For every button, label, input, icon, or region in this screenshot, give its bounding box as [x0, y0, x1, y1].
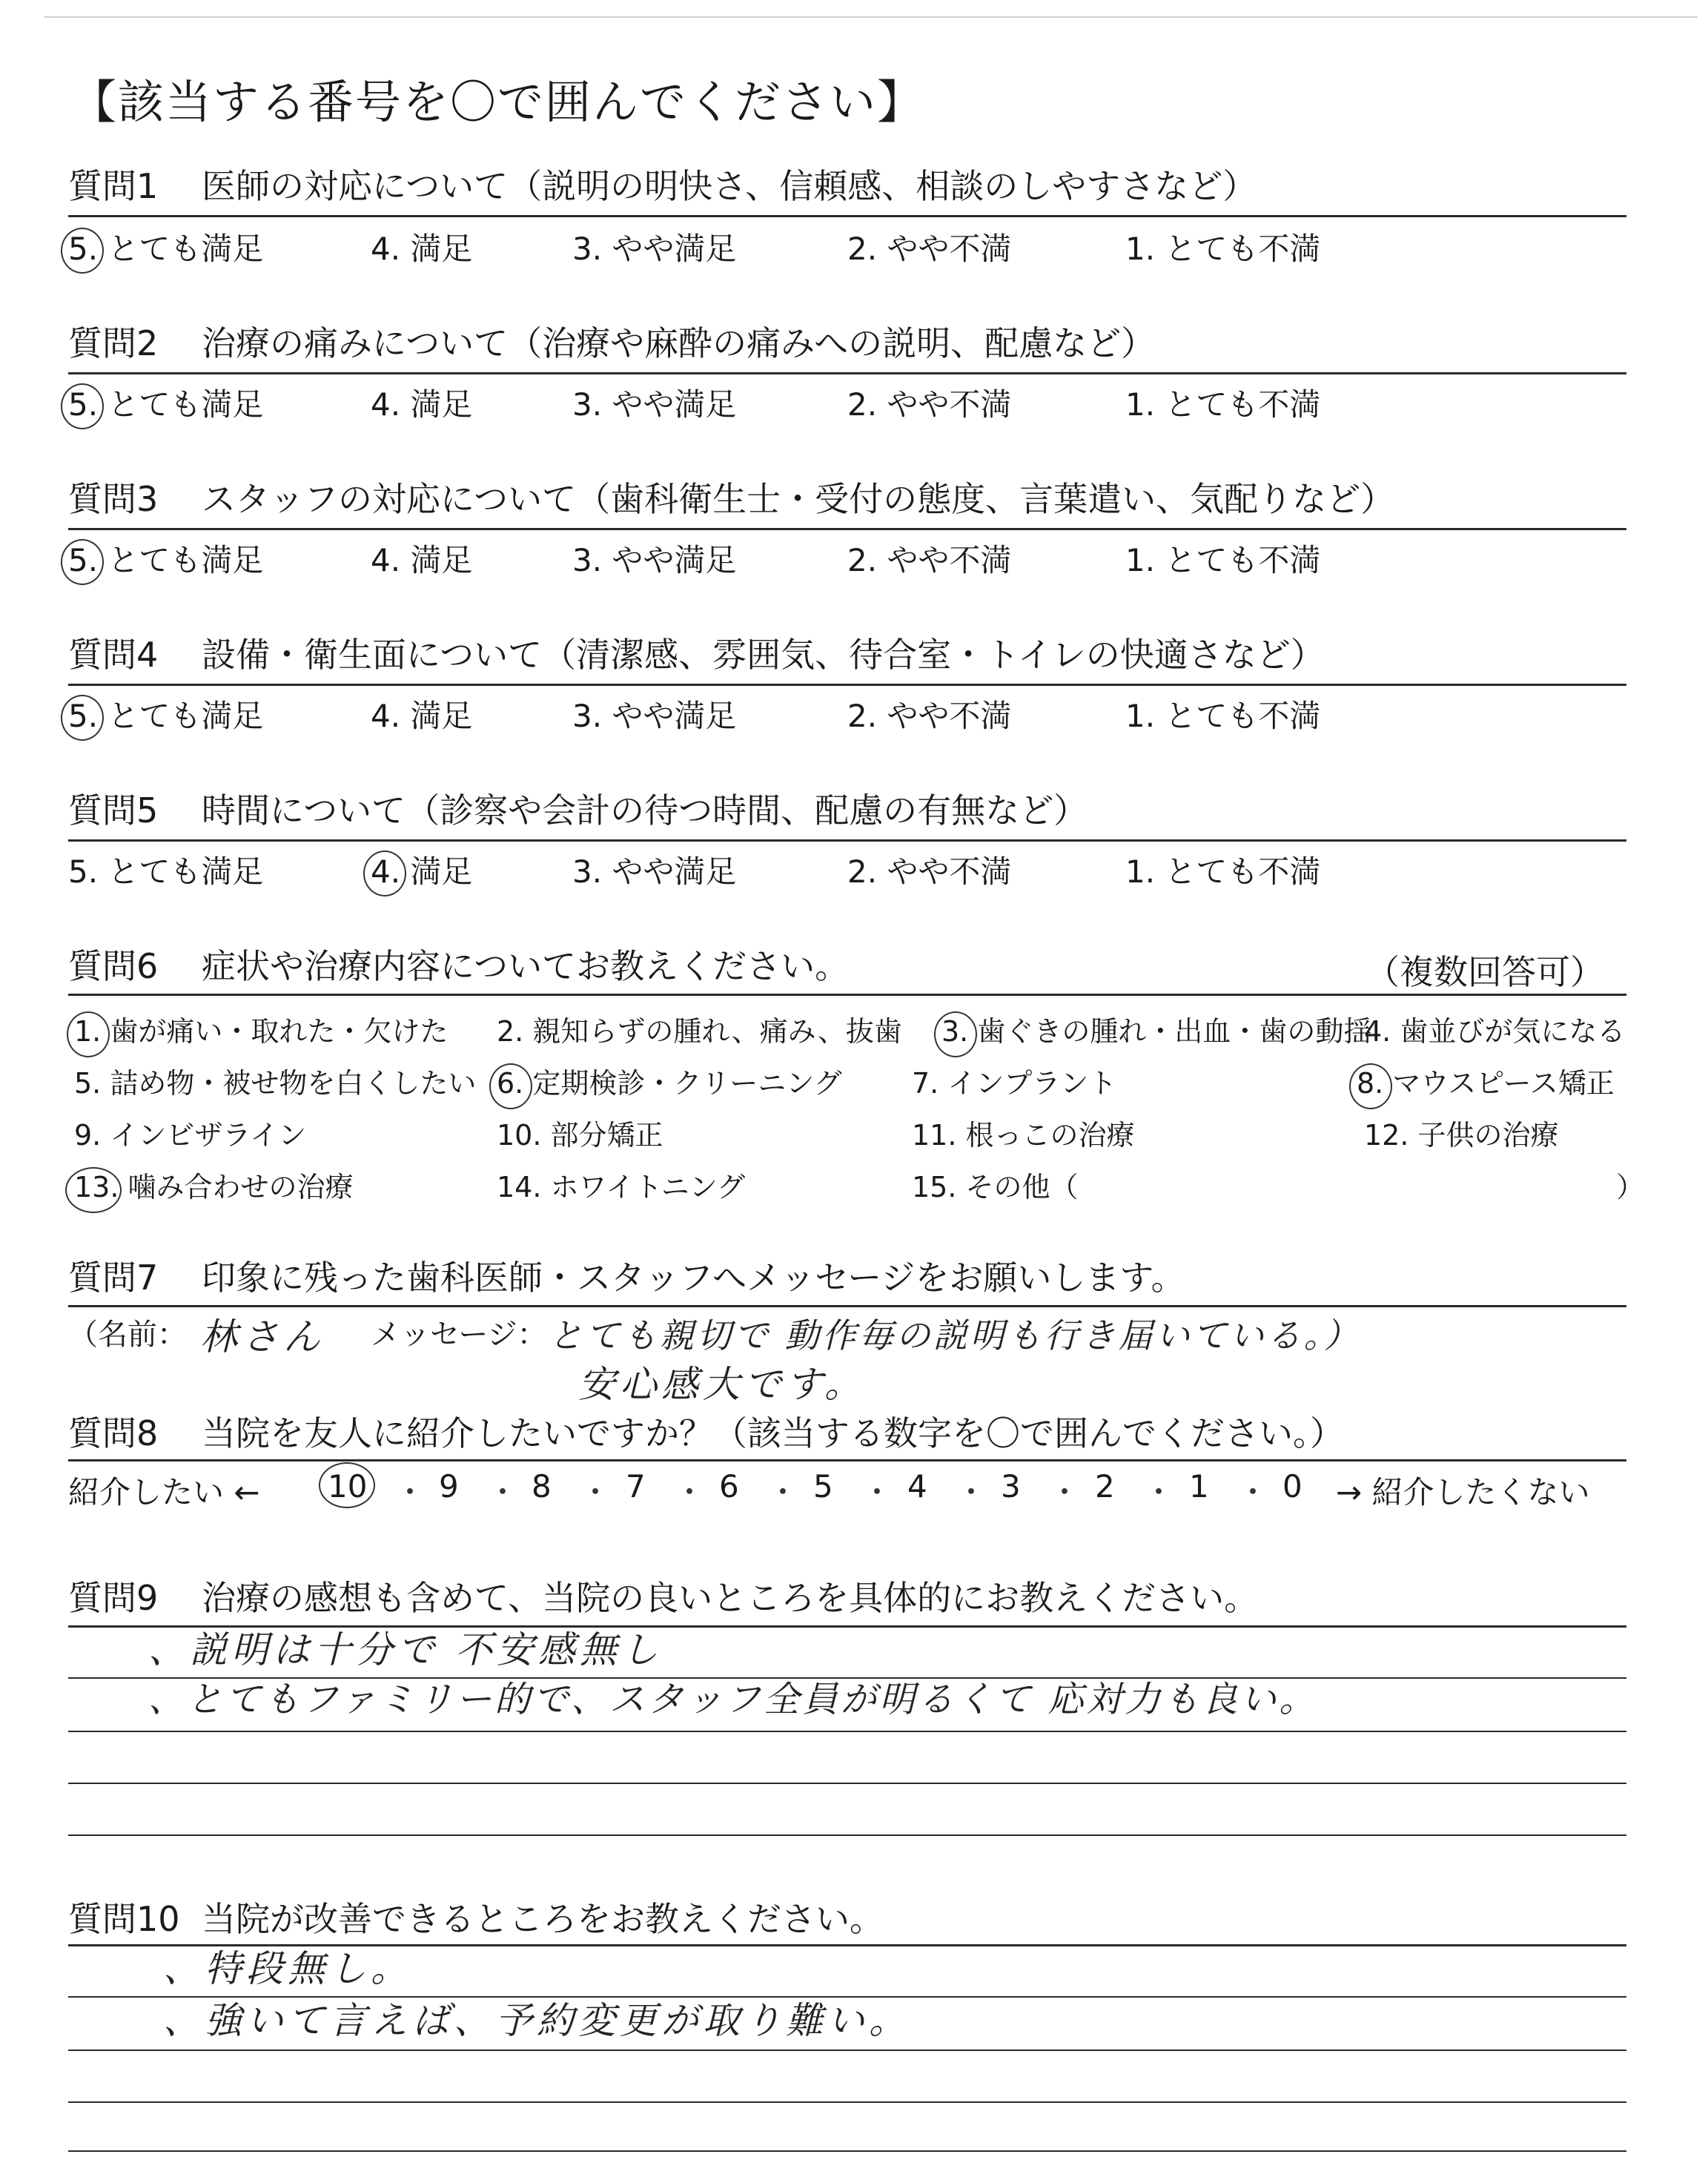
q5-title — [68, 790, 1088, 830]
q6-item-4[interactable]: 4. 歯並びが気になる — [1364, 1015, 1626, 1048]
q7-title — [68, 1258, 1185, 1298]
q1-option-4[interactable]: 4. 満足 — [371, 231, 473, 267]
q7-number: 質問7 — [68, 1258, 159, 1298]
q8-dot: ・ — [956, 1474, 987, 1510]
q8-dot: ・ — [861, 1474, 893, 1510]
q6-number: 質問6 — [68, 946, 159, 986]
q7-message-line2[interactable]: 安心感大です。 — [578, 1363, 866, 1406]
q3-option-3[interactable]: 3. やや満足 — [572, 542, 737, 578]
q6-item-9[interactable]: 9. インビザライン — [74, 1119, 307, 1152]
q6-title — [68, 946, 850, 986]
q3-option-1[interactable]: 1. とても不満 — [1125, 542, 1321, 578]
q6-item-5[interactable]: 5. 詰め物・被せ物を白くしたい — [74, 1067, 477, 1100]
q6-item-7[interactable]: 7. インプラント — [912, 1067, 1117, 1100]
q2-number: 質問2 — [68, 323, 159, 363]
q10-title — [68, 1899, 884, 1939]
q7-name-label: （名前： — [68, 1318, 187, 1352]
q8-number: 質問8 — [68, 1413, 159, 1453]
q10-line — [68, 2050, 1626, 2051]
q1-rule — [68, 215, 1626, 217]
q9-line — [68, 1783, 1626, 1784]
q8-title — [68, 1413, 1344, 1453]
q8-scale-0[interactable]: 0 — [1282, 1468, 1302, 1505]
q10-answer-1[interactable]: 、特段無し。 — [163, 1947, 412, 1990]
q2-title — [68, 323, 1156, 363]
q8-dot: ・ — [394, 1474, 426, 1510]
q5-option-4[interactable]: 4. 満足 — [371, 853, 473, 890]
q6-multiple-note: （複数回答可） — [1366, 952, 1604, 992]
q8-dot: ・ — [767, 1474, 799, 1510]
q5-number: 質問5 — [68, 790, 159, 830]
q4-option-3[interactable]: 3. やや満足 — [572, 698, 737, 734]
q9-line — [68, 1731, 1626, 1732]
q6-text: 症状や治療内容についてお教えください。 — [202, 946, 850, 986]
q8-scale-4[interactable]: 4 — [907, 1468, 927, 1505]
q1-text: 医師の対応について（説明の明快さ、信頼感、相談のしやすさなど） — [202, 166, 1257, 206]
q10-rule — [68, 1944, 1626, 1946]
q9-title — [68, 1578, 1259, 1618]
q5-options — [0, 853, 1708, 901]
q10-number: 質問10 — [68, 1899, 180, 1939]
q10-line — [68, 1996, 1626, 1998]
q7-name-value[interactable]: 林さん — [200, 1315, 325, 1358]
q6-item-12[interactable]: 12. 子供の治療 — [1364, 1119, 1559, 1152]
q10-answer-2[interactable]: 、強いて言えば、予約変更が取り難い。 — [163, 1999, 910, 2042]
q5-rule — [68, 839, 1626, 842]
q8-scale-9[interactable]: 9 — [439, 1468, 459, 1505]
q4-text: 設備・衛生面について（清潔感、雰囲気、待合室・トイレの快適さなど） — [202, 635, 1325, 675]
q4-option-4[interactable]: 4. 満足 — [371, 698, 473, 734]
q1-option-1[interactable]: 1. とても不満 — [1125, 231, 1321, 267]
q5-text: 時間について（診察や会計の待つ時間、配慮の有無など） — [202, 790, 1088, 830]
q8-dot: ・ — [674, 1474, 706, 1510]
q3-options — [0, 542, 1708, 589]
q3-text: スタッフの対応について（歯科衛生士・受付の態度、言葉遣い、気配りなど） — [202, 479, 1395, 519]
q4-rule — [68, 684, 1626, 686]
q8-scale-10[interactable]: 10 — [328, 1468, 368, 1505]
q6-item-13[interactable]: 13. 噛み合わせの治療 — [74, 1171, 354, 1203]
page-title: 【該当する番号を〇で囲んでください】 — [70, 75, 925, 129]
q8-dot: ・ — [1049, 1474, 1081, 1510]
q8-scale-3[interactable]: 3 — [1001, 1468, 1021, 1505]
q6-item-10[interactable]: 10. 部分矯正 — [497, 1119, 663, 1152]
q6-item-14[interactable]: 14. ホワイトニング — [497, 1171, 746, 1203]
q5-option-2[interactable]: 2. やや不満 — [847, 853, 1012, 890]
q10-line — [68, 2101, 1626, 2103]
q10-text: 当院が改善できるところをお教えください。 — [202, 1899, 884, 1939]
q1-option-3[interactable]: 3. やや満足 — [572, 231, 737, 267]
q2-option-4[interactable]: 4. 満足 — [371, 386, 473, 423]
q4-option-5[interactable]: 5. とても満足 — [68, 698, 264, 734]
q6-item-15-close: ） — [1616, 1171, 1645, 1203]
q5-option-5[interactable]: 5. とても満足 — [68, 853, 264, 890]
q8-scale-6[interactable]: 6 — [719, 1468, 739, 1505]
q8-scale-8[interactable]: 8 — [532, 1468, 552, 1505]
q9-text: 治療の感想も含めて、当院の良いところを具体的にお教えください。 — [202, 1578, 1259, 1618]
q8-scale — [68, 1468, 1640, 1513]
q6-item-11[interactable]: 11. 根っこの治療 — [912, 1119, 1135, 1152]
q3-option-2[interactable]: 2. やや不満 — [847, 542, 1012, 578]
q8-dot: ・ — [580, 1474, 612, 1510]
q5-option-3[interactable]: 3. やや満足 — [572, 853, 737, 890]
q4-option-1[interactable]: 1. とても不満 — [1125, 698, 1321, 734]
q8-rule — [68, 1459, 1626, 1462]
q8-scale-7[interactable]: 7 — [626, 1468, 646, 1505]
q10-line — [68, 2150, 1626, 2152]
q1-options — [0, 231, 1708, 278]
q2-option-5[interactable]: 5. とても満足 — [68, 386, 264, 423]
q9-answer-2[interactable]: 、とてもファミリー的で、スタッフ全員が明るくて 応対力も良い。 — [148, 1679, 1318, 1720]
q1-option-2[interactable]: 2. やや不満 — [847, 231, 1012, 267]
q9-rule — [68, 1625, 1626, 1628]
q4-option-2[interactable]: 2. やや不満 — [847, 698, 1012, 734]
q2-options — [0, 386, 1708, 434]
q2-text: 治療の痛みについて（治療や麻酔の痛みへの説明、配慮など） — [202, 323, 1156, 363]
top-divider — [44, 16, 1698, 18]
q6-item-6[interactable]: 6. 定期検診・クリーニング — [497, 1067, 842, 1100]
q3-rule — [68, 528, 1626, 530]
q8-text: 当院を友人に紹介したいですか？（該当する数字を〇で囲んでください。） — [202, 1413, 1344, 1453]
q6-item-15[interactable]: 15. その他（ — [912, 1171, 1079, 1203]
q3-title — [68, 479, 1395, 519]
q3-option-5[interactable]: 5. とても満足 — [68, 542, 264, 578]
q1-option-5[interactable]: 5. とても満足 — [68, 231, 264, 267]
q2-rule — [68, 372, 1626, 374]
q8-dot: ・ — [1237, 1474, 1269, 1510]
q2-option-3[interactable]: 3. やや満足 — [572, 386, 737, 423]
q8-dot: ・ — [487, 1474, 519, 1510]
q9-answer-1[interactable]: 、説明は十分で 不安感無し — [148, 1628, 663, 1671]
q7-rule — [68, 1305, 1626, 1307]
q6-item-2[interactable]: 2. 親知らずの腫れ、痛み、抜歯 — [497, 1015, 902, 1048]
q8-left-label: 紹介したい ← — [68, 1474, 260, 1510]
q7-message-label: メッセージ： — [371, 1318, 547, 1352]
q8-right-label: → 紹介したくない — [1336, 1474, 1590, 1510]
q4-number: 質問4 — [68, 635, 159, 675]
q9-line — [68, 1834, 1626, 1836]
q5-option-1[interactable]: 1. とても不満 — [1125, 853, 1321, 890]
q9-number: 質問9 — [68, 1578, 159, 1618]
q8-scale-1[interactable]: 1 — [1189, 1468, 1209, 1505]
q6-item-1[interactable]: 1. 歯が痛い・取れた・欠けた — [74, 1015, 448, 1048]
q4-options — [0, 698, 1708, 745]
q6-rule — [68, 994, 1626, 996]
q2-option-2[interactable]: 2. やや不満 — [847, 386, 1012, 423]
q1-number: 質問1 — [68, 166, 159, 206]
q1-title — [68, 166, 1257, 206]
q8-scale-2[interactable]: 2 — [1095, 1468, 1115, 1505]
q3-number: 質問3 — [68, 479, 159, 519]
q6-item-3[interactable]: 3. 歯ぐきの腫れ・出血・歯の動揺 — [941, 1015, 1372, 1048]
q4-title — [68, 635, 1325, 675]
q7-text: 印象に残った歯科医師・スタッフへメッセージをお願いします。 — [202, 1258, 1185, 1298]
q6-item-8[interactable]: 8. マウスピース矯正 — [1357, 1067, 1615, 1100]
q8-scale-5[interactable]: 5 — [813, 1468, 833, 1505]
q8-dot: ・ — [1143, 1474, 1175, 1510]
q7-message-line1[interactable]: とても親切で 動作毎の説明も行き届いている。） — [549, 1315, 1361, 1355]
q3-option-4[interactable]: 4. 満足 — [371, 542, 473, 578]
q2-option-1[interactable]: 1. とても不満 — [1125, 386, 1321, 423]
